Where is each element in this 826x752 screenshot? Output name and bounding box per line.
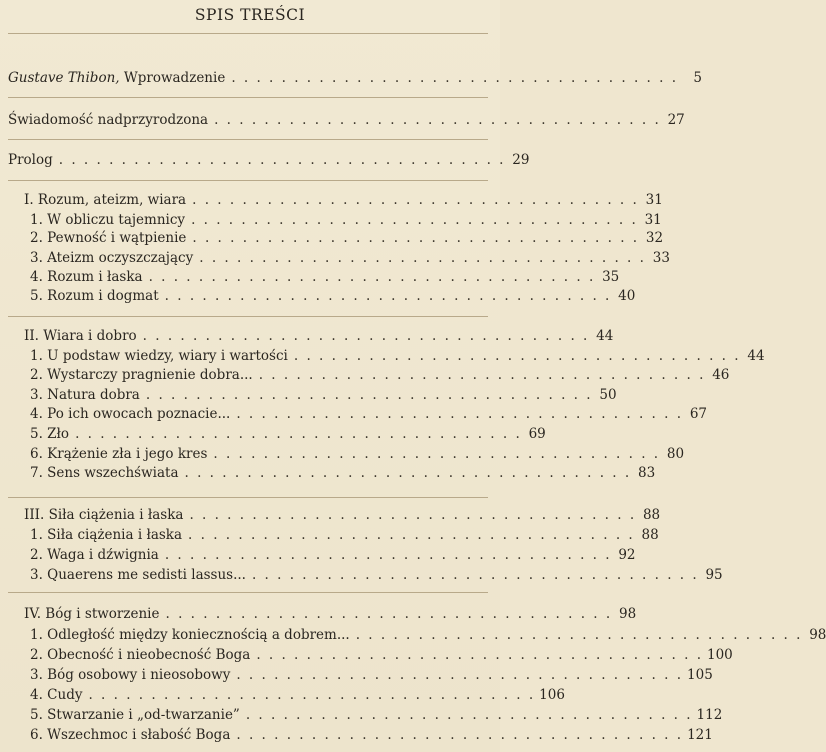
entry-page: 121 bbox=[687, 727, 713, 743]
entry-page: 100 bbox=[707, 647, 733, 663]
toc-chapter[interactable] bbox=[24, 326, 614, 346]
toc-entry[interactable] bbox=[8, 110, 685, 130]
dot-leader bbox=[179, 463, 632, 483]
dot-leader bbox=[350, 625, 803, 645]
toc-subentry[interactable] bbox=[30, 725, 713, 745]
entry-page: 67 bbox=[689, 406, 708, 422]
separator-line bbox=[8, 316, 488, 317]
toc-subentry[interactable] bbox=[30, 685, 565, 705]
entry-page: 46 bbox=[712, 367, 730, 383]
entry-page: 88 bbox=[642, 507, 661, 523]
entry-label: 1. Siła ciążenia i łaska bbox=[30, 527, 183, 543]
toc-subentry[interactable] bbox=[30, 625, 826, 645]
entry-page: 98 bbox=[809, 627, 826, 643]
dot-leader bbox=[207, 444, 660, 464]
entry-page: 95 bbox=[705, 567, 723, 583]
dot-leader bbox=[183, 505, 636, 525]
toc-subentry[interactable] bbox=[30, 404, 708, 424]
toc-entry[interactable] bbox=[8, 150, 530, 170]
entry-label: IV. Bóg i stworzenie bbox=[24, 606, 160, 622]
dot-leader bbox=[225, 68, 678, 88]
dot-leader bbox=[250, 645, 703, 665]
toc-subentry[interactable] bbox=[30, 267, 620, 287]
separator-line bbox=[8, 592, 488, 593]
entry-label: Prolog bbox=[8, 152, 53, 168]
dot-leader bbox=[186, 190, 639, 210]
entry-label: 4. Po ich owocach poznacie... bbox=[30, 406, 231, 422]
dot-leader bbox=[288, 346, 741, 366]
entry-label: 3. Natura dobra bbox=[30, 387, 140, 403]
entry-label: 2. Waga i dźwignia bbox=[30, 547, 159, 563]
dot-leader bbox=[160, 604, 613, 624]
entry-label: 5. Zło bbox=[30, 426, 70, 442]
entry-label: 2. Obecność i nieobecność Boga bbox=[30, 647, 251, 663]
toc-subentry[interactable] bbox=[30, 228, 664, 248]
toc-subentry[interactable] bbox=[30, 365, 730, 385]
dot-leader bbox=[159, 545, 612, 565]
toc-subentry[interactable] bbox=[30, 665, 713, 685]
entry-label: 4. Cudy bbox=[30, 687, 83, 703]
entry-page: 44 bbox=[596, 328, 614, 344]
entry-label: I. Rozum, ateizm, wiara bbox=[24, 192, 187, 208]
entry-page: 31 bbox=[644, 212, 662, 228]
entry-label: Świadomość nadprzyrodzona bbox=[8, 112, 209, 128]
entry-page: 27 bbox=[667, 112, 685, 128]
dot-leader bbox=[230, 665, 683, 685]
entry-page: 5 bbox=[693, 70, 702, 86]
entry-page: 29 bbox=[512, 152, 530, 168]
entry-page: 83 bbox=[638, 465, 656, 481]
toc-subentry[interactable] bbox=[30, 444, 685, 464]
separator-line bbox=[8, 180, 488, 181]
entry-label: 4. Rozum i łaska bbox=[30, 269, 143, 285]
entry-label: II. Wiara i dobro bbox=[24, 328, 137, 344]
entry-page: 105 bbox=[687, 667, 713, 683]
toc-subentry[interactable] bbox=[30, 346, 765, 366]
entry-page: 106 bbox=[539, 687, 565, 703]
dot-leader bbox=[186, 228, 639, 248]
entry-page: 32 bbox=[645, 230, 664, 246]
entry-label: 3. Quaerens me sedisti lassus... bbox=[30, 567, 246, 583]
toc-subentry[interactable] bbox=[30, 645, 733, 665]
entry-page: 80 bbox=[666, 446, 685, 462]
entry-label: 7. Sens wszechświata bbox=[30, 465, 179, 481]
toc-subentry[interactable] bbox=[30, 248, 670, 268]
dot-leader bbox=[185, 210, 638, 230]
entry-page: 92 bbox=[618, 547, 636, 563]
toc-subentry[interactable] bbox=[30, 424, 546, 444]
entry-page: 35 bbox=[602, 269, 620, 285]
toc-subentry[interactable] bbox=[30, 705, 723, 725]
dot-leader bbox=[193, 248, 646, 268]
separator-line bbox=[8, 139, 488, 140]
entry-label: III. Siła ciążenia i łaska bbox=[24, 507, 184, 523]
entry-page: 88 bbox=[641, 527, 659, 543]
toc-chapter[interactable] bbox=[24, 190, 663, 210]
entry-label: 3. Bóg osobowy i nieosobowy bbox=[30, 667, 231, 683]
dot-leader bbox=[53, 150, 506, 170]
separator-line bbox=[8, 33, 488, 34]
dot-leader bbox=[253, 365, 706, 385]
dot-leader bbox=[246, 565, 699, 585]
entry-page: 50 bbox=[599, 387, 617, 403]
entry-label: 6. Wszechmoc i słabość Boga bbox=[30, 727, 231, 743]
toc-subentry[interactable] bbox=[30, 286, 636, 306]
dot-leader bbox=[140, 385, 593, 405]
toc-chapter[interactable] bbox=[24, 604, 637, 624]
dot-leader bbox=[230, 404, 683, 424]
entry-label: 1. W obliczu tajemnicy bbox=[30, 212, 186, 228]
entry-label: 5. Stwarzanie i „od-twarzanie” bbox=[30, 707, 240, 723]
toc-subentry[interactable] bbox=[30, 463, 656, 483]
entry-author: Gustave Thibon, bbox=[8, 70, 120, 86]
separator-line bbox=[8, 497, 488, 498]
dot-leader bbox=[69, 424, 522, 444]
dot-leader bbox=[143, 267, 596, 287]
entry-page: 44 bbox=[747, 348, 765, 364]
entry-label: 2. Wystarczy pragnienie dobra... bbox=[30, 367, 253, 383]
dot-leader bbox=[137, 326, 590, 346]
entry-page: 31 bbox=[645, 192, 663, 208]
toc-subentry[interactable] bbox=[30, 210, 662, 230]
entry-label: 1. U podstaw wiedzy, wiary i wartości bbox=[30, 348, 288, 364]
entry-page: 112 bbox=[696, 707, 723, 723]
dot-leader bbox=[82, 685, 535, 705]
dot-leader bbox=[159, 286, 612, 306]
toc-entry-intro[interactable] bbox=[8, 68, 702, 88]
entry-label: 6. Krążenie zła i jego kres bbox=[30, 446, 208, 462]
toc-subentry[interactable] bbox=[30, 545, 636, 565]
entry-label: 5. Rozum i dogmat bbox=[30, 288, 159, 304]
dot-leader bbox=[230, 725, 683, 745]
page-title: SPIS TREŚCI bbox=[194, 6, 306, 24]
dot-leader bbox=[208, 110, 661, 130]
entry-label: 2. Pewność i wątpienie bbox=[30, 230, 187, 246]
entry-page: 69 bbox=[528, 426, 546, 442]
entry-page: 40 bbox=[618, 288, 636, 304]
toc-subentry[interactable] bbox=[30, 385, 617, 405]
toc-subentry[interactable] bbox=[30, 525, 659, 545]
entry-page: 98 bbox=[619, 606, 637, 622]
entry-label: 1. Odległość między koniecznością a dobrem... bbox=[30, 627, 350, 643]
entry-label: 3. Ateizm oczyszczający bbox=[30, 250, 194, 266]
dot-leader bbox=[182, 525, 635, 545]
separator-line bbox=[8, 97, 488, 98]
toc-subentry[interactable] bbox=[30, 565, 723, 585]
dot-leader bbox=[240, 705, 693, 725]
entry-page: 33 bbox=[652, 250, 670, 266]
entry-label: Gustave Thibon, Wprowadzenie bbox=[8, 70, 226, 86]
toc-chapter[interactable] bbox=[24, 505, 661, 525]
